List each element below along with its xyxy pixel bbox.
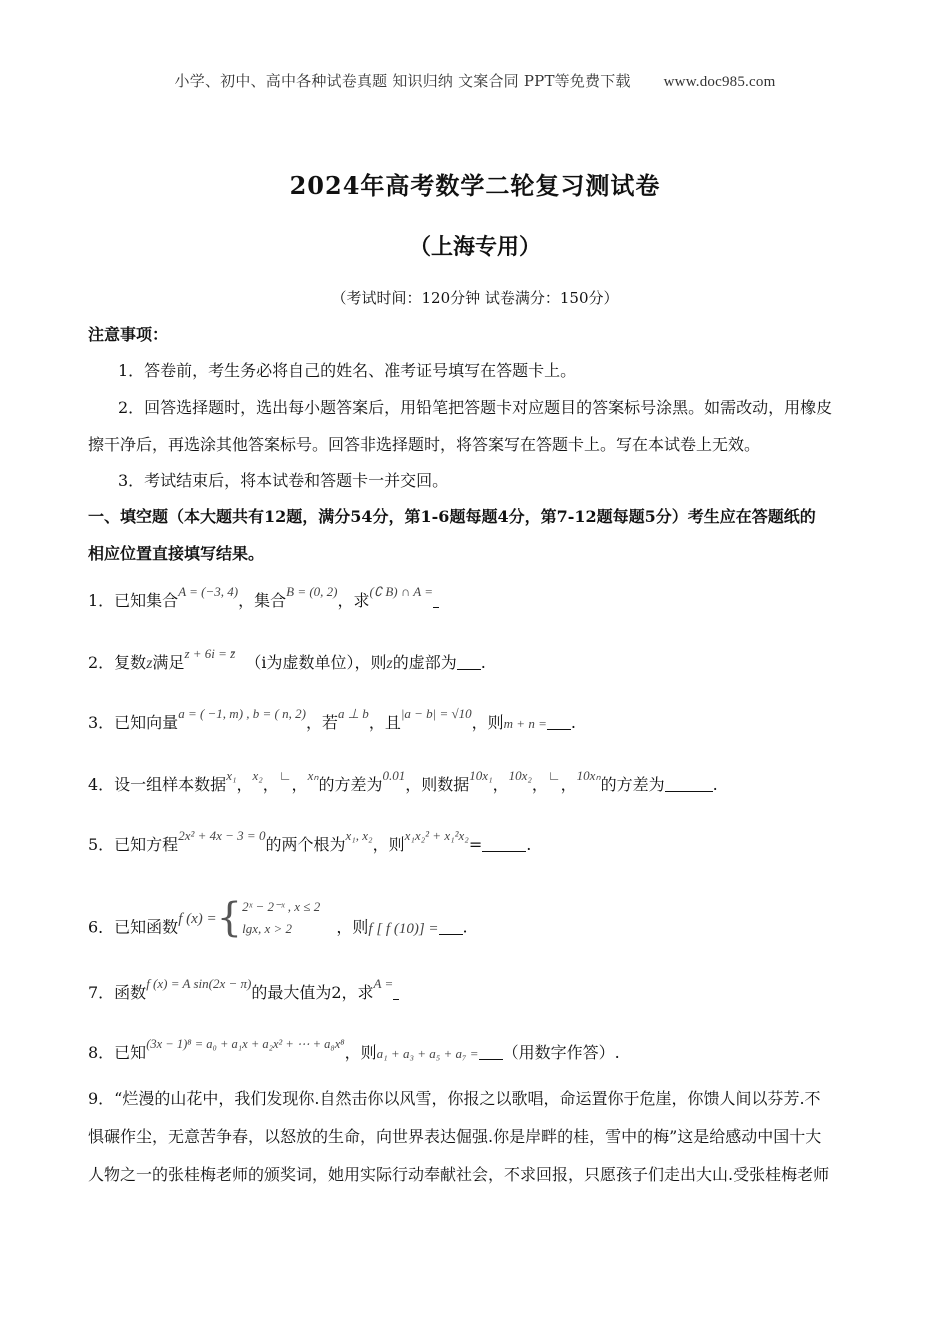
q6-case-2: lgx, x > 2 [242, 921, 293, 936]
q3-math-perp: a ⊥ b [337, 706, 369, 721]
question-8 [88, 1037, 868, 1063]
q8-text-b: ，则 [344, 1043, 377, 1062]
q3-text-c: ，且 [368, 713, 401, 732]
q4-period: . [712, 775, 718, 794]
notes-heading: 注意事项： [88, 325, 169, 344]
q4-comma-1: ， [236, 775, 253, 794]
q3-math-vectors: a = ( −1, m) , b = ( n, 2) [178, 706, 306, 721]
q8-text-a: 8．已知 [88, 1043, 147, 1062]
q4-comma-4: ， [492, 775, 509, 794]
q2-period: . [480, 653, 486, 672]
q4-math-y2: 10x₂ [508, 768, 532, 783]
q6-text-b: ，则 [336, 917, 369, 937]
q4-math-dots-2: ∟ [547, 768, 561, 783]
q4-comma-3: ， [291, 775, 308, 794]
q7-math-function: f (x) = A sin(2x − π) [146, 976, 252, 991]
q1-math-set-b: B = (0, 2) [286, 584, 338, 599]
q8-text-c: （用数字作答）. [502, 1043, 620, 1062]
header-text: 小学、初中、高中各种试卷真题 知识归纳 文案合同 PPT等免费下载 [174, 72, 631, 90]
question-7 [88, 976, 868, 1003]
q4-math-x2: x₂ [252, 768, 263, 783]
q4-math-y1: 10x₁ [469, 768, 493, 783]
q6-math-compose: f [ f (10)] = [368, 920, 439, 937]
q4-math-dots: ∟ [278, 768, 292, 783]
q4-comma-5: ， [531, 775, 548, 794]
q5-math-expr: x₁x₂² + x₁²x₂ [404, 828, 469, 843]
q2-var-z: z [146, 655, 153, 672]
note-item-2: 2．回答选择题时，选出每小题答案后，用铅笔把答题卡对应题目的答案标号涂黑。如需改动，用橡皮 [118, 398, 833, 417]
q1-text-b: ，集合 [238, 591, 287, 610]
question-9-line-3: 人物之一的张桂梅老师的颁奖词，她用实际行动奉献社会，不求回报，只愿孩子们走出大山.受张桂梅老师 [88, 1165, 830, 1184]
q8-math-expansion: (3x − 1)⁸ = a₀ + a₁x + a₂x² + ⋯ + a₈x⁸ [146, 1037, 345, 1051]
q3-answer-blank[interactable] [547, 715, 571, 730]
q6-piecewise-rows [242, 896, 320, 940]
q1-math-expr: (∁ B) ∩ A = [369, 584, 434, 599]
note-item-1: 1．答卷前，考生务必将自己的姓名、准考证号填写在答题卡上。 [118, 361, 577, 380]
q5-text-b: 的两个根为 [265, 835, 346, 854]
q4-text-c: ，则数据 [405, 775, 470, 794]
q2-text-c: （i为虚数单位），则 [245, 653, 387, 672]
question-9-line-1: 9．“烂漫的山花中，我们发现你.自然击你以风雪，你报之以歌唱，命运置你于危崖，你馈人间以芬芳.不 [88, 1089, 821, 1108]
q6-period: . [462, 917, 468, 937]
q2-text-b: 满足 [152, 653, 185, 672]
q1-text-a: 1．已知集合 [88, 591, 179, 610]
q5-math-equation: 2x² + 4x − 3 = 0 [178, 828, 266, 843]
q2-text-a: 2．复数 [88, 653, 147, 672]
q5-text-a: 5．已知方程 [88, 835, 179, 854]
q4-comma-6: ， [560, 775, 577, 794]
note-item-3: 3．考试结束后，将本试卷和答题卡一并交回。 [118, 471, 449, 490]
q5-equals: = [468, 835, 483, 854]
q4-text-a: 4．设一组样本数据 [88, 775, 227, 794]
exam-subtitle: （上海专用） [408, 234, 541, 260]
q2-text-d: 的虚部为 [392, 653, 457, 672]
q5-period: . [526, 835, 532, 854]
q4-text-d: 的方差为 [600, 775, 665, 794]
question-2 [88, 646, 868, 673]
q1-answer-blank[interactable] [433, 593, 439, 608]
q6-text-a: 6．已知函数 [88, 917, 179, 937]
q6-answer-blank[interactable] [439, 920, 463, 935]
question-5 [88, 828, 868, 855]
q6-case-1: 2ˣ − 2⁻ˣ , x ≤ 2 [242, 899, 321, 914]
q7-text-a: 7．函数 [88, 983, 147, 1002]
question-6 [88, 895, 868, 950]
q4-comma-2: ， [262, 775, 279, 794]
q4-text-b: 的方差为 [318, 775, 383, 794]
q4-math-variance: 0.01 [382, 768, 406, 783]
section1-heading-cont: 相应位置直接填写结果。 [88, 544, 265, 563]
header-url[interactable]: www.doc985.com [663, 74, 776, 90]
question-4 [88, 768, 868, 795]
q7-math-a: A = [373, 976, 394, 991]
q2-answer-blank[interactable] [457, 655, 481, 670]
q6-math-function: f (x) = [178, 910, 217, 927]
q8-answer-blank[interactable] [479, 1045, 503, 1060]
q6-brace: { [216, 895, 243, 941]
q4-math-x1: x₁ [226, 768, 237, 783]
q3-math-sum: m + n = [503, 716, 547, 731]
q8-math-sum: a₁ + a₃ + a₅ + a₇ = [376, 1046, 479, 1061]
q4-answer-blank[interactable] [665, 777, 713, 792]
q2-var-z2: z [386, 655, 393, 672]
section1-heading: 一、填空题（本大题共有12题，满分54分，第1-6题每题4分，第7-12题每题5分）考生应在答题纸的 [88, 507, 816, 526]
q4-math-xn: xₙ [307, 768, 319, 783]
exam-title: 2024年高考数学二轮复习测试卷 [289, 171, 661, 200]
q4-math-yn: 10xₙ [576, 768, 601, 783]
page-header [0, 70, 950, 91]
q6-piecewise [217, 896, 321, 940]
q7-text-b: 的最大值为2，求 [251, 983, 374, 1002]
q3-period: . [570, 713, 576, 732]
question-9-line-2: 惧碾作尘，无意苦争春，以怒放的生命，向世界表达倔强.你是岸畔的桂，雪中的梅”这是给感动中国十大 [88, 1127, 822, 1146]
q2-math-eq: z + 6i = z̄ [184, 646, 236, 661]
q5-answer-blank[interactable] [482, 837, 526, 852]
exam-info: （考试时间：120分钟 试卷满分：150分） [331, 289, 619, 307]
q5-text-c: ，则 [372, 835, 405, 854]
q5-math-roots: x₁, x₂ [345, 828, 373, 843]
note-item-2-cont: 擦干净后，再选涂其他答案标号。回答非选择题时，将答案写在答题卡上。写在本试卷上无效。 [88, 435, 761, 454]
q3-text-d: ，则 [471, 713, 504, 732]
q3-text-b: ，若 [305, 713, 338, 732]
q7-answer-blank[interactable] [393, 985, 399, 1000]
question-3 [88, 706, 868, 733]
question-1 [88, 584, 868, 611]
q3-math-norm: |a − b| = √10 [400, 706, 472, 721]
q1-math-set-a: A = (−3, 4) [178, 584, 239, 599]
q1-text-c: ，求 [337, 591, 370, 610]
q3-text-a: 3．已知向量 [88, 713, 179, 732]
